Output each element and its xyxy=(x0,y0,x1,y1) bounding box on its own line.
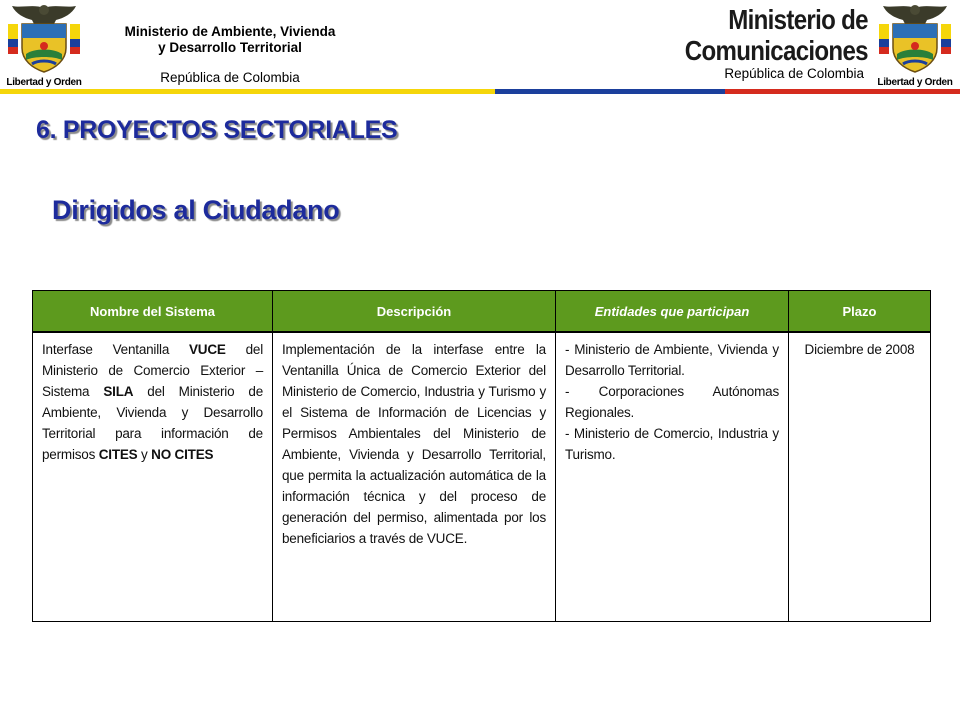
coat-of-arms-right xyxy=(874,2,956,88)
nombre-text-4: y xyxy=(137,447,152,462)
flag-stripe-red xyxy=(725,89,960,94)
right-republic-label: República de Colombia xyxy=(724,66,864,81)
entidad-item: - Ministerio de Comercio, Industria y Turismo. xyxy=(565,426,779,462)
left-ministry-line2: y Desarrollo Territorial xyxy=(158,40,302,55)
table-row xyxy=(33,332,931,622)
cell-nombre xyxy=(33,332,273,622)
table-header-row xyxy=(33,291,931,333)
entidad-item: - Ministerio de Ambiente, Vivienda y Desarrollo Territorial. xyxy=(565,342,779,378)
right-ministry-line1: Ministerio de xyxy=(728,4,868,35)
nombre-bold-no-cites: NO CITES xyxy=(151,447,214,462)
flag-stripe-yellow xyxy=(0,89,495,94)
coat-of-arms-icon xyxy=(874,2,956,76)
nombre-bold-cites: CITES xyxy=(98,447,138,462)
coat-of-arms-icon xyxy=(4,2,84,76)
flag-stripe-blue xyxy=(495,89,725,94)
nombre-bold-sila: SILA xyxy=(103,384,134,399)
page-title: 6. PROYECTOS SECTORIALES xyxy=(36,116,398,144)
col-header-descripcion: Descripción xyxy=(273,291,556,333)
right-ministry-line2: Comunicaciones xyxy=(684,35,868,66)
cell-entidades xyxy=(556,332,789,622)
col-header-nombre: Nombre del Sistema xyxy=(33,291,273,333)
col-header-entidades: Entidades que participan xyxy=(556,291,789,333)
left-ministry-name xyxy=(96,24,364,56)
nombre-text-2: del Ministerio de Comercio Exterior – Sistema xyxy=(42,342,263,399)
page-subtitle: Dirigidos al Ciudadano xyxy=(52,195,340,225)
crest-caption-left: Libertad y Orden xyxy=(6,77,82,88)
cell-descripcion: Implementación de la interfase entre la Ventanilla Única de Comercio Exterior del Ministerio de Comercio, Industria y Turismo y el Sistema de Información de Licencias y Permisos Ambientales del Ministerio de Ambiente, Vivienda y Desarrollo Territorial, que permita la actualización automática de la información técnica y del proceso de generación del permiso, alimentada por los beneficiarios a través de VUCE. xyxy=(273,332,556,622)
col-header-plazo: Plazo xyxy=(789,291,931,333)
projects-table xyxy=(32,290,931,622)
crest-caption-right: Libertad y Orden xyxy=(877,77,953,88)
left-republic-label: República de Colombia xyxy=(160,70,300,85)
entidad-item: - Corporaciones Autónomas Regionales. xyxy=(565,384,779,420)
flag-stripe xyxy=(0,89,960,94)
nombre-text-1: Interfase Ventanilla xyxy=(42,342,189,357)
right-ministry-name xyxy=(685,4,868,66)
nombre-text-3: del Ministerio de Ambiente, Vivienda y Desarrollo Territorial para información de permisos xyxy=(42,384,263,462)
nombre-bold-vuce: VUCE xyxy=(189,342,226,357)
cell-plazo: Diciembre de 2008 xyxy=(789,332,931,622)
coat-of-arms-left xyxy=(4,2,84,88)
left-ministry-line1: Ministerio de Ambiente, Vivienda xyxy=(124,24,336,39)
